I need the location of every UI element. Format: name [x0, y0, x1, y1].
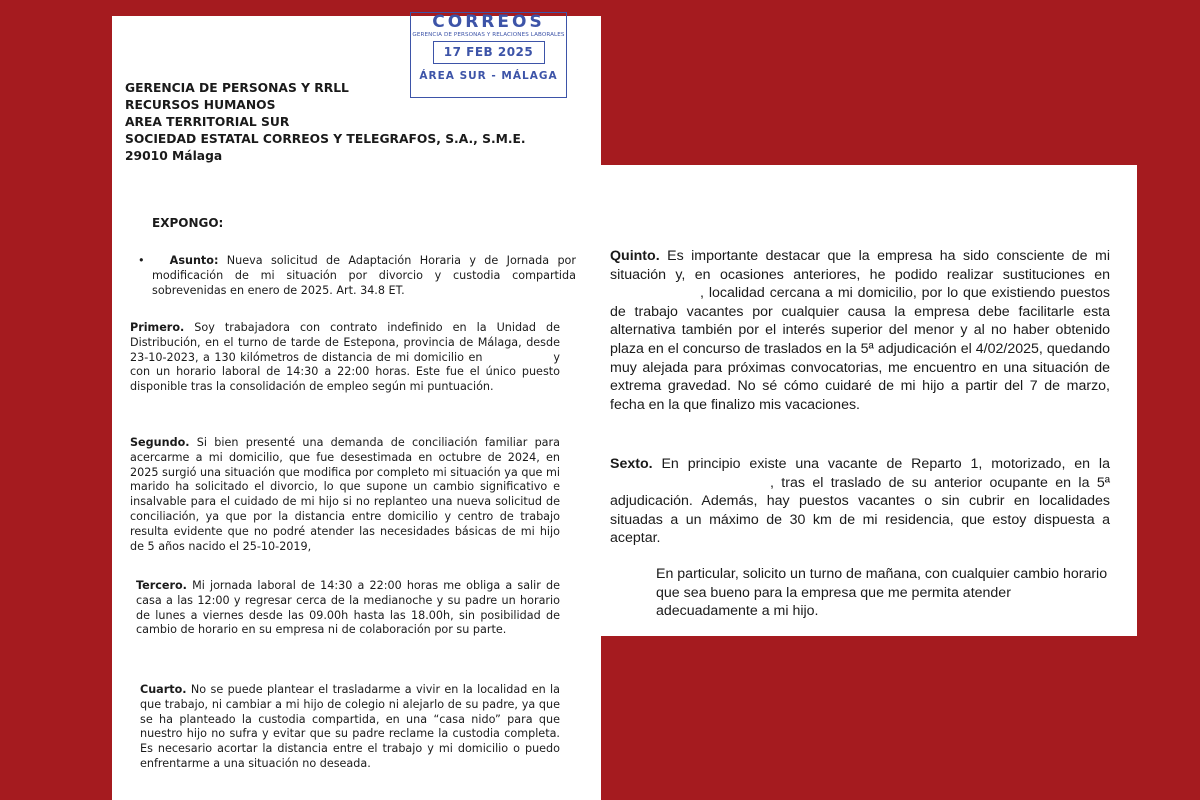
letter-page-2 [600, 165, 1137, 636]
letter-page-1 [112, 12, 601, 800]
address-line: GERENCIA DE PERSONAS Y RRLL [125, 81, 349, 95]
paragraph-label: Tercero. [136, 579, 187, 592]
paragraph-text: En principio existe una vacante de Reparto 1, motorizado, en la [661, 456, 1110, 472]
address-line: SOCIEDAD ESTATAL CORREOS Y TELEGRAFOS, S.A., S.M.E. [125, 132, 526, 146]
paragraph-label: Cuarto. [140, 683, 187, 696]
paragraph-text: , tras el traslado de su anterior ocupante en la 5ª adjudicación. Además, hay puestos vacantes o sin cubrir en localidades situadas a un máximo de 30 km de mi residencia, que estoy dispuesta a aceptar. [610, 474, 1110, 547]
address-line: AREA TERRITORIAL SUR [125, 115, 290, 129]
paragraph-text: No se puede plantear el trasladarme a vivir en la localidad en la que trabajo, ni cambiar a mi hijo de colegio ni alejarlo de su padre, ya que se ha planteado la custodia compartida, en una “casa nido” para que nuestro hijo no sufra y evitar que su padre reclame la custodia completa. Es necesario acortar la distancia entre el trabajo y mi domicilio o puedo enfrentarme a una situación no deseada. [140, 683, 560, 770]
paragraph-text: Soy trabajadora con contrato indefinido en la Unidad de Distribución, en el turno de tarde de Estepona, provincia de Málaga, desde 23-10-2023, a 130 kilómetros de distancia de mi domicilio en [130, 321, 561, 364]
address-line: RECURSOS HUMANOS [125, 98, 276, 112]
paragraph-label: Asunto: [169, 254, 219, 267]
paragraph-quinto [610, 247, 1110, 414]
paragraph-segundo [130, 436, 560, 554]
paragraph-cuarto [140, 683, 560, 772]
paragraph-primero [130, 321, 560, 395]
paragraph-text: , localidad cercana a mi domicilio, por lo que existiendo puestos de trabajo vacantes por cualquier causa la empresa debe facilitarle esta alternativa también por el interés superior del menor y al no haber obtenido plaza en el concurso de traslados en la 5ª adjudicación el 4/02/2025, quedando muy alejada para próximas convocatorias, me encuentro en una situación de extrema gravedad. No sé cómo cuidaré de mi hijo a partir del 7 de marzo, fecha en la que finalizo mis vacaciones. [610, 285, 1110, 413]
stamp-date: 17 FEB 2025 [433, 41, 545, 64]
paragraph-text: Es importante destacar que la empresa ha sido consciente de mi situación y, en ocasiones anteriores, he podido realizar sustituciones en [610, 248, 1110, 283]
stamp-area: ÁREA SUR - MÁLAGA [419, 70, 558, 82]
paragraph-label: Segundo. [130, 436, 190, 449]
stamp-department: GERENCIA DE PERSONAS Y RELACIONES LABORALES [412, 32, 565, 38]
paragraph-label: Primero. [130, 321, 185, 334]
bullet-icon: • [138, 254, 170, 267]
paragraph-sexto [610, 455, 1110, 548]
paragraph-text: y con un horario laboral de 14:30 a 22:00 horas. Este fue el único puesto disponible tras la consolidación de empleo según mi puntuación. [130, 350, 560, 394]
paragraph-label: Quinto. [610, 248, 660, 264]
paragraph-label: Sexto. [610, 456, 653, 472]
paragraph-text: Nueva solicitud de Adaptación Horaria y de Jornada por modificación de mi situación por divorcio y custodia compartida sobrevenidas en enero de 2025. Art. 34.8 ET. [152, 254, 576, 297]
paragraph-text: Si bien presenté una demanda de conciliación familiar para acercarme a mi domicilio, que fue desestimada en octubre de 2024, en 2025 surgió una situación que modifica por completo mi situación ya que mi marido ha solicitado el divorcio, lo que supone un cambio significativo e insalvable para el cuidado de mi hijo si no replanteo una nueva solicitud de conciliación, ya que por la distancia entre domicilio y centro de trabajo resulta evidente que no podré atender las necesidades básicas de mi hijo de 5 años nacido el 25-10-2019, [130, 436, 560, 553]
recipient-address [125, 80, 526, 165]
paragraph-closing: En particular, solicito un turno de mañana, con cualquier cambio horario que sea bueno para la empresa que me permita atender adecuadamente a mi hijo. [656, 566, 1108, 620]
paragraph-text: Mi jornada laboral de 14:30 a 22:00 horas me obliga a salir de casa a las 12:00 y regresar cerca de la medianoche y su padre un horario de lunes a viernes desde las 09.00h hasta las 18.00h, sin posibilidad de cambio de horario en su empresa ni de colaboración por su parte. [136, 579, 560, 637]
paragraph-tercero [136, 579, 560, 638]
address-line: 29010 Málaga [125, 149, 223, 163]
section-heading-expongo: EXPONGO: [152, 216, 224, 230]
paragraph-asunto [136, 254, 576, 298]
stamp-brand: CORREOS [432, 12, 545, 32]
